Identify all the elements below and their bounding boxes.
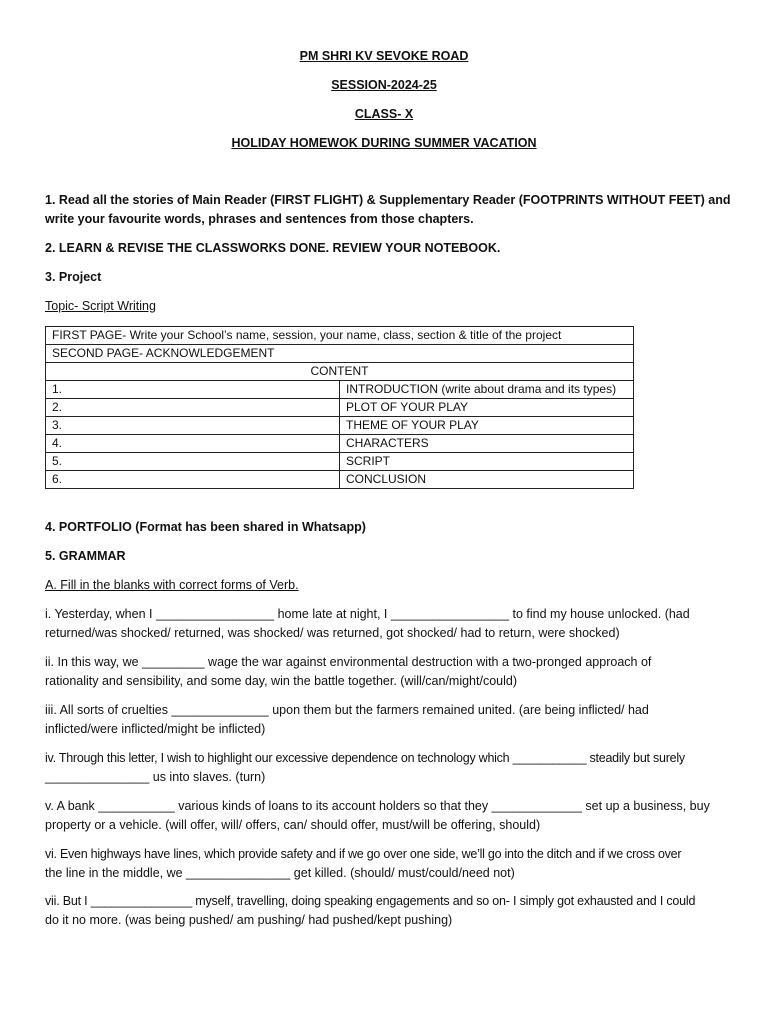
row-number: 4. xyxy=(46,435,340,453)
table-row xyxy=(46,453,634,471)
row-number: 5. xyxy=(46,453,340,471)
row-text: SCRIPT xyxy=(340,453,634,471)
row-text: PLOT OF YOUR PLAY xyxy=(340,399,634,417)
question-7-line-2: do it no more. (was being pushed/ am pushing/ had pushed/kept pushing) xyxy=(45,913,453,927)
class-heading: CLASS- X xyxy=(354,107,414,121)
question-2-line-2: rationality and sensibility, and some day, win the battle together. (will/can/might/could) xyxy=(45,674,518,688)
table-row xyxy=(46,417,634,435)
task-1-line-2: write your favourite words, phrases and sentences from those chapters. xyxy=(45,212,474,226)
first-page-cell: FIRST PAGE- Write your School’s name, session, your name, class, section & title of the project xyxy=(46,327,634,345)
question-2-line-1: ii. In this way, we _________ wage the war against environmental destruction with a two-pronged approach of xyxy=(45,655,652,669)
question-4-line-1: iv. Through this letter, I wish to highlight our excessive dependence on technology which ___________ steadily but surely xyxy=(45,751,685,765)
question-3-line-2: inflicted/were inflicted/might be inflicted) xyxy=(45,722,266,736)
table-row xyxy=(46,363,634,381)
grammar-subheading: A. Fill in the blanks with correct forms of Verb. xyxy=(45,578,299,592)
row-text: CONCLUSION xyxy=(340,471,634,489)
table-row xyxy=(46,327,634,345)
content-header-cell: CONTENT xyxy=(46,363,634,381)
question-4-line-2: _______________ us into slaves. (turn) xyxy=(45,770,266,784)
question-6-line-2: the line in the middle, we _______________ get killed. (should/ must/could/need not) xyxy=(45,866,515,880)
task-3-heading: 3. Project xyxy=(45,270,102,284)
task-1-line-1: 1. Read all the stories of Main Reader (FIRST FLIGHT) & Supplementary Reader (FOOTPRINTS WITHOUT FEET) and xyxy=(45,193,731,207)
question-5-line-1: v. A bank ___________ various kinds of loans to its account holders so that they _____________ set up a business, buy xyxy=(45,799,710,813)
table-row xyxy=(46,345,634,363)
project-table xyxy=(45,326,634,489)
grammar-heading: 5. GRAMMAR xyxy=(45,549,126,563)
row-text: INTRODUCTION (write about drama and its types) xyxy=(340,381,634,399)
row-number: 6. xyxy=(46,471,340,489)
task-2: 2. LEARN & REVISE THE CLASSWORKS DONE. REVIEW YOUR NOTEBOOK. xyxy=(45,241,501,255)
question-1-line-1: i. Yesterday, when I _________________ home late at night, I _________________ to find my house unlocked. (had xyxy=(45,607,690,621)
question-3-line-1: iii. All sorts of cruelties ______________ upon them but the farmers remained united. (are being inflicted/ had xyxy=(45,703,649,717)
project-topic: Topic- Script Writing xyxy=(45,299,156,313)
table-row xyxy=(46,471,634,489)
row-number: 3. xyxy=(46,417,340,435)
question-5-line-2: property or a vehicle. (will offer, will/ offers, can/ should offer, must/will be offering, should) xyxy=(45,818,541,832)
school-name: PM SHRI KV SEVOKE ROAD xyxy=(299,49,469,63)
row-number: 1. xyxy=(46,381,340,399)
table-row xyxy=(46,381,634,399)
portfolio-task: 4. PORTFOLIO (Format has been shared in Whatsapp) xyxy=(45,520,366,534)
second-page-cell: SECOND PAGE- ACKNOWLEDGEMENT xyxy=(46,345,634,363)
question-6-line-1: vi. Even highways have lines, which provide safety and if we go over one side, we’ll go into the ditch and if we cross over xyxy=(45,847,682,861)
document-title: HOLIDAY HOMEWOK DURING SUMMER VACATION xyxy=(231,136,537,150)
row-text: CHARACTERS xyxy=(340,435,634,453)
row-text: THEME OF YOUR PLAY xyxy=(340,417,634,435)
table-row xyxy=(46,399,634,417)
session-heading: SESSION-2024-25 xyxy=(331,78,437,92)
table-row xyxy=(46,435,634,453)
row-number: 2. xyxy=(46,399,340,417)
question-7-line-1: vii. But I _______________ myself, travelling, doing speaking engagements and so on- I simply got exhausted and I could xyxy=(45,894,696,908)
question-1-line-2: returned/was shocked/ returned, was shocked/ was returned, got shocked/ had to return, were shocked) xyxy=(45,626,620,640)
